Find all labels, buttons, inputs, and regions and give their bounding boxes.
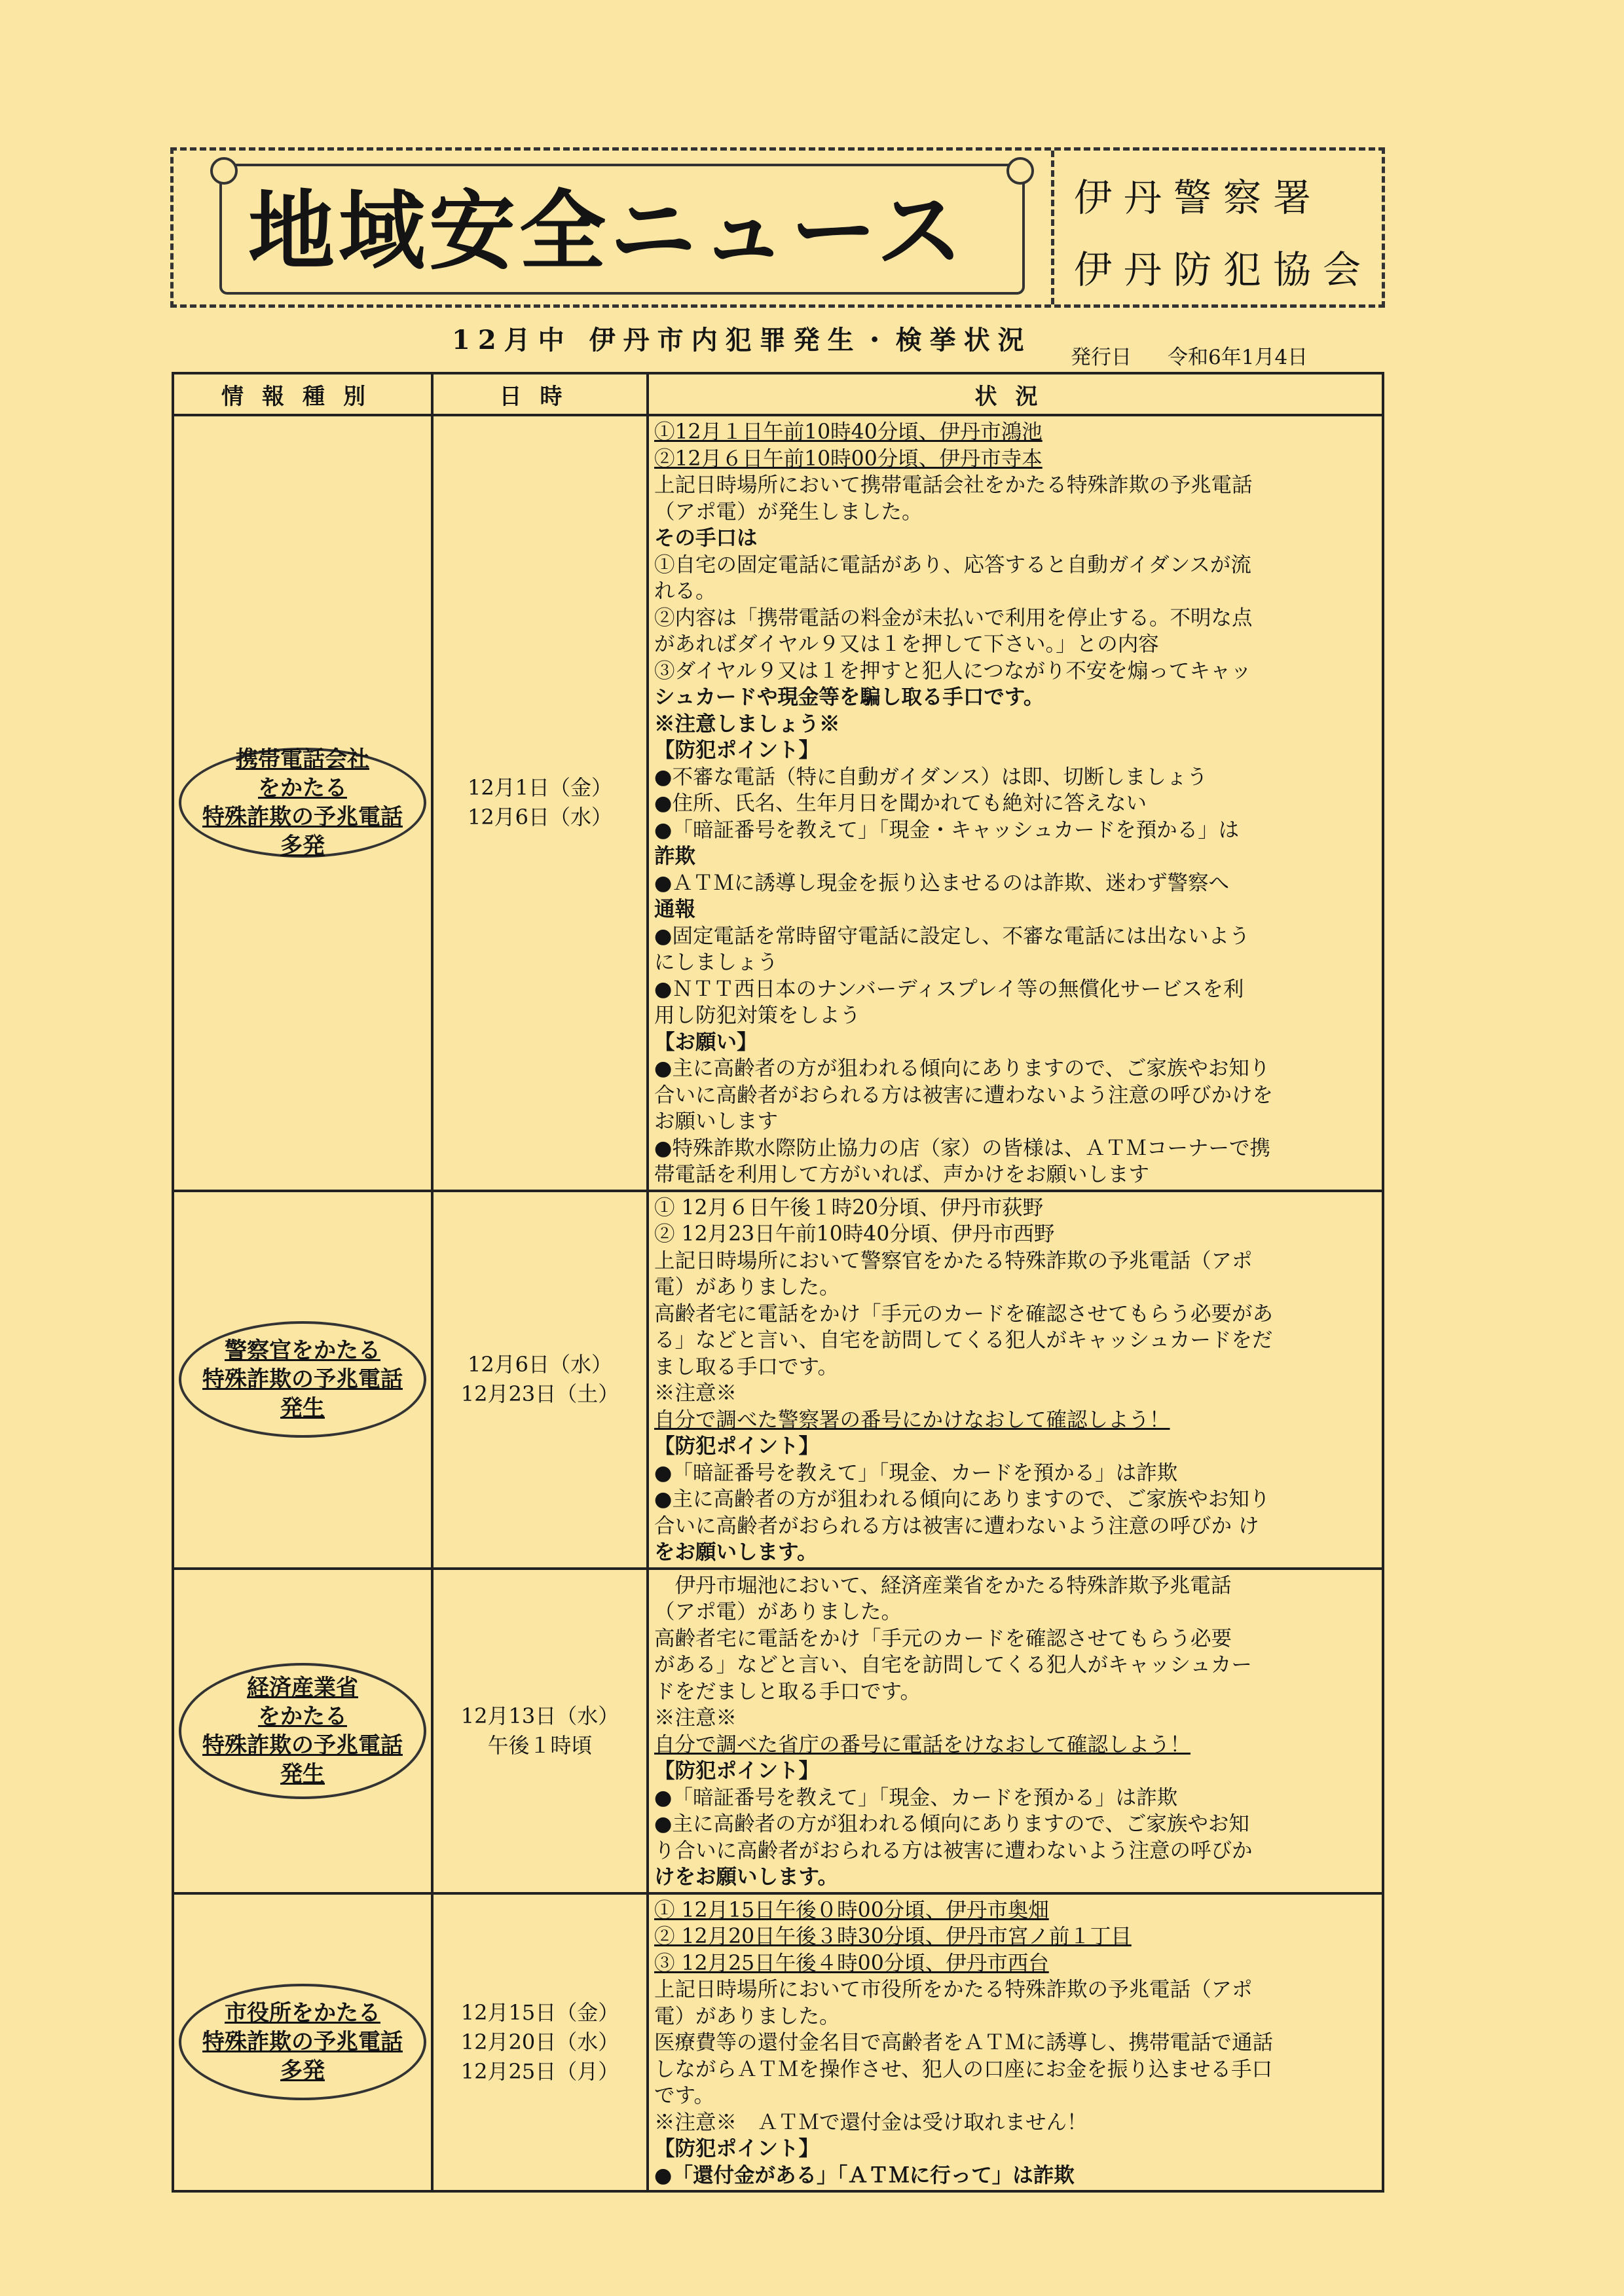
- incident-date: 12月25日（月）: [460, 2058, 619, 2084]
- situation-line: 【防犯ポイント】: [654, 1758, 820, 1783]
- situation-line: 合いに高齢者がおられる方は被害に遭わないよう注意の呼びかけを: [654, 1083, 1274, 1107]
- incident-date: 12月6日（水）: [467, 1352, 613, 1377]
- situation-line: り合いに高齢者がおられる方は被害に遭わないよう注意の呼びか: [654, 1838, 1253, 1863]
- incident-date: 午後１時頃: [487, 1732, 593, 1758]
- situation-line: その手口は: [654, 526, 758, 550]
- datetime-cell: [432, 1191, 648, 1569]
- situation-line: ●主に高齢者の方が狙われる傾向にありますので、ご家族やお知: [654, 1812, 1249, 1836]
- publisher-police: 伊丹警察署: [1074, 175, 1323, 220]
- situation-cell: [648, 415, 1383, 1191]
- situation-line: ※注意※: [654, 1381, 737, 1405]
- info-type-label: 特殊詐欺の予兆電話: [202, 804, 403, 831]
- header-divider: [1051, 151, 1054, 304]
- situation-line: ③ 12月25日午後４時00分頃、伊丹市西台: [654, 1951, 1049, 1975]
- header-datetime: 日時: [432, 373, 648, 415]
- info-type-label: 特殊詐欺の予兆電話: [202, 2029, 403, 2056]
- info-type-label: をかたる: [258, 775, 347, 802]
- info-type-cell: [173, 1191, 432, 1569]
- situation-line: 医療費等の還付金名目で高齢者をＡＴＭに誘導し、携帯電話で通話: [654, 2031, 1274, 2054]
- datetime-cell: [432, 1893, 648, 2192]
- info-type-label: 多発: [280, 2058, 325, 2085]
- situation-line: 電）がありました。: [654, 1275, 840, 1299]
- info-type-label: 発生: [280, 1395, 325, 1421]
- situation-line: 【お願い】: [654, 1029, 758, 1054]
- situation-line: 【防犯ポイント】: [654, 2136, 820, 2160]
- situation-line: ●不審な電話（特に自動ガイダンス）は即、切断しましょう: [654, 765, 1208, 789]
- situation-line: 【防犯ポイント】: [654, 738, 820, 762]
- info-type-oval: [179, 1663, 426, 1799]
- situation-line: 帯電話を利用して方がいれば、声かけをお願いします: [654, 1163, 1150, 1186]
- info-type-cell: [173, 1569, 432, 1893]
- info-type-oval: [179, 748, 426, 858]
- situation-line: 上記日時場所において警察官をかたる特殊詐欺の予兆電話（アポ: [654, 1248, 1253, 1273]
- incident-date: 12月6日（水）: [467, 805, 613, 830]
- info-type-cell: [173, 415, 432, 1191]
- situation-line: ●住所、氏名、生年月日を聞かれても絶対に答えない: [654, 792, 1147, 815]
- situation-line: 用し防犯対策をしよう: [654, 1004, 861, 1027]
- situation-line: 高齢者宅に電話をかけ「手元のカードを確認させてもらう必要: [654, 1626, 1232, 1650]
- info-type-oval: [179, 1321, 426, 1438]
- situation-line: がある」などと言い、自宅を訪問してくる犯人がキャッシュカー: [654, 1653, 1252, 1677]
- situation-line: ●「還付金がある」「ＡＴＭに行って」は詐欺: [654, 2162, 1075, 2187]
- situation-line: まし取る手口です。: [654, 1355, 838, 1379]
- incident-date: 12月20日（水）: [460, 2029, 619, 2054]
- situation-line: ※注意※: [654, 1706, 737, 1730]
- situation-line: ●特殊詐欺水際防止協力の店（家）の皆様は、ＡＴＭコーナーで携: [654, 1136, 1270, 1160]
- situation-line: 伊丹市堀池において、経済産業省をかたる特殊詐欺予兆電話: [654, 1573, 1232, 1597]
- situation-line: ②12月６日午前10時00分頃、伊丹市寺本: [654, 446, 1043, 471]
- situation-line: ※注意しましょう※: [654, 711, 840, 736]
- situation-cell: [648, 1893, 1383, 2192]
- info-type-label: 発生: [280, 1760, 325, 1787]
- table-header-row: [173, 373, 1383, 415]
- situation-line: 【防犯ポイント】: [654, 1434, 820, 1458]
- situation-line: ●ＡＴＭに誘導し現金を振り込ませるのは詐欺、迷わず警察へ: [654, 871, 1229, 895]
- incident-date: 12月23日（土）: [460, 1381, 619, 1406]
- info-type-label: 警察官をかたる: [225, 1338, 380, 1364]
- situation-line: があればダイヤル９又は１を押して下さい。」との内容: [654, 632, 1159, 656]
- masthead: [170, 147, 1385, 308]
- situation-line: 自分で調べた省庁の番号に電話をけなおして確認しよう！: [654, 1732, 1191, 1757]
- situation-line: 電）がありました。: [654, 2004, 840, 2028]
- info-type-label: 特殊詐欺の予兆電話: [202, 1732, 403, 1758]
- info-type-label: 経済産業省: [247, 1674, 358, 1701]
- table-row: [173, 1569, 1383, 1893]
- situation-line: けをお願いします。: [654, 1865, 838, 1889]
- publisher-association: 伊丹防犯協会: [1074, 247, 1373, 292]
- situation-line: ①12月１日午前10時40分頃、伊丹市鴻池: [654, 420, 1043, 444]
- situation-line: ② 12月20日午後３時30分頃、伊丹市宮ノ前１丁目: [654, 1925, 1132, 1948]
- situation-line: をお願いします。: [654, 1540, 818, 1564]
- table-row: [173, 1893, 1383, 2192]
- situation-line: シュカードや現金等を騙し取る手口です。: [654, 685, 1044, 709]
- situation-line: （アポ電）が発生しました。: [654, 500, 923, 524]
- situation-line: ③ダイヤル９又は１を押すと犯人につながり不安を煽ってキャッ: [654, 659, 1251, 683]
- table-row: [173, 415, 1383, 1191]
- situation-line: 高齢者宅に電話をかけ「手元のカードを確認させてもらう必要があ: [654, 1302, 1274, 1326]
- situation-line: ●固定電話を常時留守電話に設定し、不審な電話には出ないよう: [654, 924, 1250, 948]
- incident-date: 12月15日（金）: [460, 1999, 619, 2025]
- situation-line: ●「暗証番号を教えて」「現金、カードを預かる」は詐欺: [654, 1461, 1178, 1485]
- situation-line: ●主に高齢者の方が狙われる傾向にありますので、ご家族やお知り: [654, 1057, 1270, 1080]
- situation-line: です。: [654, 2084, 714, 2107]
- situation-line: 上記日時場所において携帯電話会社をかたる特殊詐欺の予兆電話: [654, 473, 1253, 497]
- situation-line: しながらＡＴＭを操作させ、犯人の口座にお金を振り込ませる手口: [654, 2057, 1273, 2081]
- info-type-cell: [173, 1893, 432, 2192]
- newsletter-title: 地域安全ニュース: [248, 181, 967, 282]
- situation-cell: [648, 1191, 1383, 1569]
- situation-line: ※注意※ ＡＴＭで還付金は受け取れません！: [654, 2110, 1088, 2134]
- crime-report-table: [172, 372, 1384, 2193]
- info-type-label: 特殊詐欺の予兆電話: [202, 1366, 403, 1393]
- incident-date: 12月13日（水）: [460, 1703, 619, 1728]
- info-type-label: 多発: [280, 833, 325, 860]
- situation-line: ドをだましと取る手口です。: [654, 1679, 921, 1704]
- situation-cell: [648, 1569, 1383, 1893]
- info-type-label: をかたる: [258, 1703, 347, 1730]
- situation-line: 合いに高齢者がおられる方は被害に遭わないよう注意の呼びか け: [654, 1514, 1259, 1538]
- situation-line: （アポ電）がありました。: [654, 1600, 902, 1624]
- issue-date-value: 令和6年1月4日: [1168, 346, 1308, 369]
- incident-date: 12月1日（金）: [467, 775, 613, 801]
- info-type-label: 携帯電話会社: [236, 746, 369, 773]
- situation-line: ●主に高齢者の方が狙われる傾向にありますので、ご家族やお知り: [654, 1487, 1270, 1511]
- situation-line: 通報: [654, 897, 696, 921]
- info-type-oval: [179, 1984, 426, 2100]
- header-type: 情報種別: [173, 373, 432, 415]
- situation-line: ②内容は「携帯電話の料金が未払いで利用を停止する。不明な点: [654, 606, 1253, 630]
- situation-line: 上記日時場所において市役所をかたる特殊詐欺の予兆電話（アポ: [654, 1978, 1253, 2001]
- situation-line: お願いします: [654, 1110, 779, 1133]
- situation-line: ●「暗証番号を教えて」「現金・キャッシュカードを預かる」は: [654, 818, 1240, 842]
- situation-line: ① 12月６日午後１時20分頃、伊丹市荻野: [654, 1195, 1044, 1220]
- situation-line: ●ＮＴＴ西日本のナンバーディスプレイ等の無償化サービスを利: [654, 977, 1244, 1001]
- situation-line: ② 12月23日午前10時40分頃、伊丹市西野: [654, 1222, 1055, 1246]
- situation-line: れる。: [654, 579, 716, 603]
- situation-line: ●「暗証番号を教えて」「現金、カードを預かる」は詐欺: [654, 1785, 1178, 1810]
- situation-line: ①自宅の固定電話に電話があり、応答すると自動ガイダンスが流: [654, 553, 1251, 577]
- situation-line: 詐欺: [654, 844, 696, 868]
- situation-line: 自分で調べた警察署の番号にかけなおして確認しよう！: [654, 1408, 1170, 1432]
- header-situation: 状況: [648, 373, 1383, 415]
- situation-line: る」などと言い、自宅を訪問してくる犯人がキャッシュカードをだ: [654, 1328, 1273, 1352]
- table-row: [173, 1191, 1383, 1569]
- issue-date: [1071, 340, 1344, 370]
- datetime-cell: [432, 415, 648, 1191]
- datetime-cell: [432, 1569, 648, 1893]
- title-scroll-frame: [219, 164, 1025, 295]
- issue-date-label: 発行日: [1071, 346, 1132, 369]
- situation-line: にしましょう: [654, 951, 779, 974]
- info-type-label: 市役所をかたる: [225, 2000, 380, 2027]
- situation-line: ① 12月15日午後０時00分頃、伊丹市奥畑: [654, 1898, 1049, 1922]
- report-subtitle: 12月中 伊丹市内犯罪発生・検挙状況: [452, 325, 1032, 355]
